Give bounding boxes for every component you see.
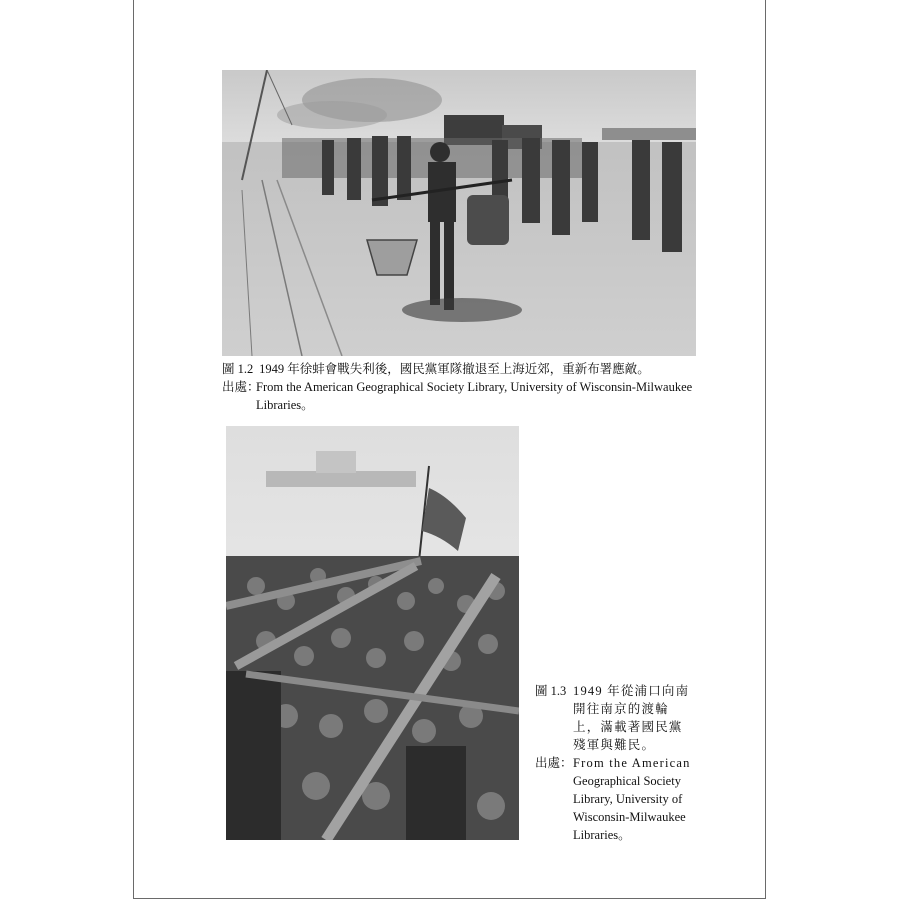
source-line <box>535 754 705 772</box>
source-text: Wisconsin-Milwaukee <box>573 810 686 824</box>
source-line <box>222 378 702 396</box>
source-text: From the American <box>573 756 691 770</box>
caption-text: 上，滿載著國民黨 <box>573 720 683 734</box>
source-text: Library, University of <box>573 792 683 806</box>
source-text: Libraries。 <box>256 398 314 412</box>
source-text: Geographical Society <box>573 774 681 788</box>
caption-line <box>222 360 702 378</box>
figure-1-3-photo <box>226 426 519 840</box>
caption-text: 殘軍與難民。 <box>573 738 656 752</box>
caption-line <box>535 682 705 700</box>
caption-text: 開往南京的渡輪 <box>573 702 669 716</box>
figure-label: 圖 1.2 <box>222 362 254 376</box>
caption-text: 1949 年從浦口向南 <box>573 684 690 698</box>
caption-text: 1949 年徐蚌會戰失利後，國民黨軍隊撤退至上海近郊，重新布署應敵。 <box>259 362 650 376</box>
source-text: Libraries。 <box>573 828 631 842</box>
source-line-continued <box>222 396 702 414</box>
source-label: 出處： <box>222 380 260 394</box>
figure-1-2-caption <box>222 360 702 414</box>
figure-1-2-photo <box>222 70 696 356</box>
figure-label: 圖 1.3 <box>535 684 567 698</box>
figure-1-3-caption <box>535 682 705 844</box>
source-label: 出處： <box>535 756 573 770</box>
source-text: From the American Geographical Society Library, University of Wisconsin-Milwaukee <box>256 380 693 394</box>
